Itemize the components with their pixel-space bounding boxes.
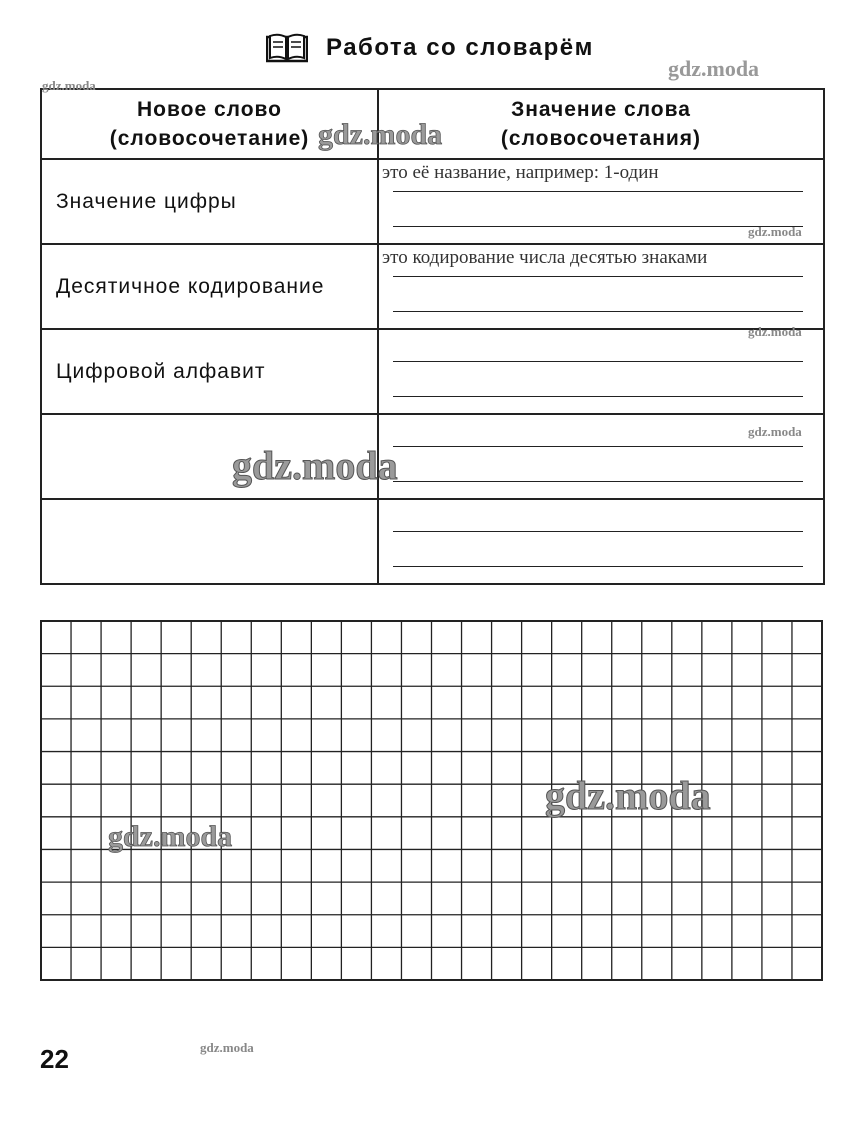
writing-line: [393, 191, 803, 192]
header-new-word: Новое слово (словосочетание): [41, 89, 378, 159]
writing-line: [393, 311, 803, 312]
table-row: [41, 244, 824, 329]
header-word-meaning: Значение слова (словосочетания): [378, 89, 824, 159]
page-title: Работа со словарём: [326, 34, 594, 61]
watermark: gdz.moda: [668, 56, 760, 81]
term-cell: Цифровой алфавит: [41, 329, 378, 414]
definition-cell[interactable]: [378, 499, 824, 584]
handwritten-answer: это её название, например: 1-один: [382, 162, 659, 183]
open-book-icon: [266, 32, 308, 64]
table-row: [41, 159, 824, 244]
watermark: gdz.moda: [545, 773, 711, 818]
table-row: [41, 329, 824, 414]
writing-line: [393, 396, 803, 397]
definition-cell[interactable]: [378, 329, 824, 414]
writing-line: [393, 566, 803, 567]
watermark: gdz.moda: [42, 78, 96, 93]
watermark: gdz.moda: [748, 224, 802, 239]
writing-line: [393, 446, 803, 447]
section-title: [266, 28, 594, 68]
writing-line: [393, 481, 803, 482]
term-cell[interactable]: [41, 499, 378, 584]
definition-cell[interactable]: [378, 244, 824, 329]
watermark: gdz.moda: [748, 424, 802, 439]
term-cell: Десятичное кодирование: [41, 244, 378, 329]
handwritten-answer: это кодирование числа десятью знаками: [382, 247, 708, 268]
writing-line: [393, 361, 803, 362]
watermark: gdz.moda: [748, 324, 802, 339]
watermark: gdz.moda: [318, 118, 443, 151]
term-cell: Значение цифры: [41, 159, 378, 244]
watermark: gdz.moda: [200, 1040, 254, 1055]
dictionary-table: [40, 88, 825, 585]
writing-line: [393, 276, 803, 277]
watermark: gdz.moda: [108, 820, 233, 853]
writing-line: [393, 531, 803, 532]
page-number: 22: [40, 1044, 69, 1074]
table-row: [41, 414, 824, 499]
writing-line: [393, 226, 803, 227]
table-row: [41, 499, 824, 584]
watermark: gdz.moda: [232, 443, 398, 488]
